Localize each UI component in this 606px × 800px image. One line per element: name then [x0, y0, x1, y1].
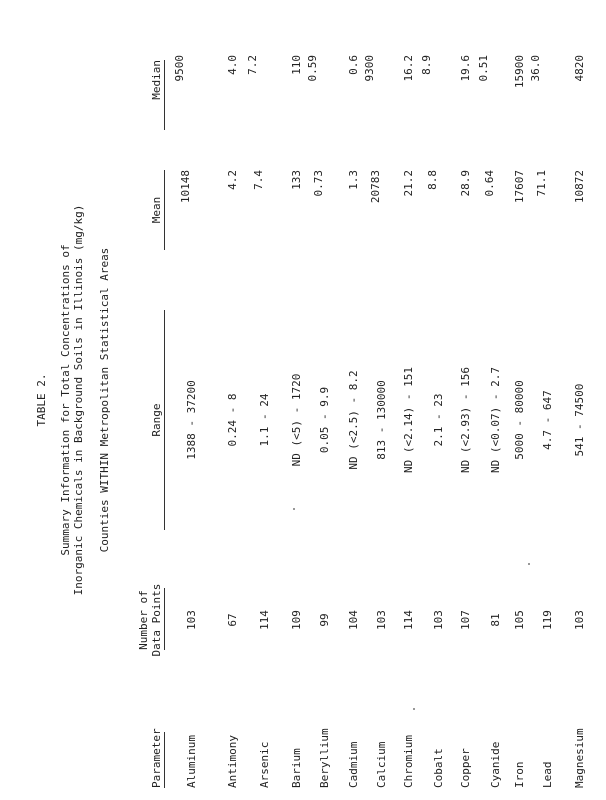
- header-median: Median: [150, 60, 163, 100]
- cell-parameter: Iron: [513, 761, 526, 788]
- scan-speck: [293, 508, 295, 510]
- cell-range: ND (<2.93) - 156: [459, 367, 472, 473]
- cell-parameter: Cadmium: [347, 741, 360, 788]
- cell-parameter: Arsenic: [258, 741, 271, 788]
- cell-datapoints: 109: [290, 610, 303, 630]
- header-mean: Mean: [150, 196, 163, 224]
- cell-median: 4.0: [226, 55, 239, 75]
- cell-range: 2.1 - 23: [432, 393, 445, 447]
- cell-mean: 28.9: [459, 170, 472, 197]
- scan-speck: [528, 563, 530, 565]
- cell-range: ND (<5) - 1720: [290, 373, 303, 467]
- cell-median: 36.0: [529, 55, 542, 82]
- cell-mean: 17607: [513, 170, 526, 204]
- header-rule-parameter: [164, 732, 165, 788]
- cell-median: 8.9: [420, 55, 433, 75]
- header-parameter: Parameter: [150, 728, 163, 788]
- cell-median: 9500: [173, 55, 186, 82]
- header-range: Range: [150, 403, 163, 437]
- cell-parameter: Antimony: [226, 735, 239, 788]
- cell-median: 0.51: [477, 55, 490, 82]
- cell-datapoints: 107: [459, 610, 472, 630]
- cell-mean: 71.1: [535, 170, 548, 197]
- cell-median: 9300: [363, 55, 376, 82]
- cell-median: 0.6: [347, 55, 360, 75]
- cell-datapoints: 114: [402, 610, 415, 630]
- cell-datapoints: 104: [347, 610, 360, 630]
- cell-range: 541 - 74500: [573, 383, 586, 457]
- cell-parameter: Lead: [541, 761, 554, 788]
- cell-parameter: Beryllium: [318, 728, 331, 788]
- cell-parameter: Chromium: [402, 735, 415, 788]
- cell-datapoints: 103: [432, 610, 445, 630]
- cell-range: ND (<0.07) - 2.7: [489, 367, 502, 473]
- cell-mean: 8.8: [426, 170, 439, 190]
- cell-datapoints: 81: [489, 613, 502, 627]
- cell-range: ND (<2.14) - 151: [402, 367, 415, 473]
- cell-datapoints: 67: [226, 613, 239, 627]
- table-title-line-1: Summary Information for Total Concentrations of: [59, 244, 72, 556]
- cell-median: 0.59: [306, 55, 319, 82]
- cell-mean: 0.73: [312, 170, 325, 197]
- cell-median: 4820: [573, 55, 586, 82]
- header-rule-range: [164, 310, 165, 530]
- cell-range: 0.05 - 9.9: [318, 386, 331, 454]
- cell-datapoints: 114: [258, 610, 271, 630]
- cell-parameter: Barium: [290, 748, 303, 788]
- scan-speck: [413, 708, 415, 710]
- table-subtitle: Counties WITHIN Metropolitan Statistical Areas: [98, 247, 111, 553]
- table-title-line-2: Inorganic Chemicals in Background Soils in Illinois (mg/kg): [72, 204, 85, 596]
- header-datapoints-line-2: Data Points: [150, 583, 163, 657]
- cell-range: 4.7 - 647: [541, 390, 554, 450]
- table-number: TABLE 2.: [35, 373, 48, 427]
- cell-median: 15900: [513, 55, 526, 89]
- cell-range: ND (<2.5) - 8.2: [347, 370, 360, 470]
- cell-mean: 133: [290, 170, 303, 190]
- cell-datapoints: 103: [573, 610, 586, 630]
- cell-mean: 1.3: [347, 170, 360, 190]
- cell-parameter: Magnesium: [573, 728, 586, 788]
- header-rule-median: [164, 60, 165, 130]
- cell-range: 1.1 - 24: [258, 393, 271, 447]
- cell-mean: 10872: [573, 170, 586, 204]
- cell-median: 7.2: [246, 55, 259, 75]
- cell-parameter: Calcium: [375, 741, 388, 788]
- cell-median: 19.6: [459, 55, 472, 82]
- header-rule-mean: [164, 170, 165, 250]
- cell-range: 813 - 130000: [375, 380, 388, 460]
- cell-datapoints: 103: [375, 610, 388, 630]
- cell-datapoints: 105: [513, 610, 526, 630]
- cell-parameter: Cobalt: [432, 748, 445, 788]
- cell-mean: 20783: [369, 170, 382, 204]
- cell-parameter: Aluminum: [185, 735, 198, 788]
- cell-parameter: Cyanide: [489, 741, 502, 788]
- cell-datapoints: 99: [318, 613, 331, 627]
- cell-parameter: Copper: [459, 748, 472, 788]
- header-rule-datapoints: [164, 588, 165, 650]
- cell-mean: 21.2: [402, 170, 415, 197]
- cell-mean: 0.64: [483, 170, 496, 197]
- cell-median: 16.2: [402, 55, 415, 82]
- cell-range: 5000 - 80000: [513, 380, 526, 460]
- cell-datapoints: 119: [541, 610, 554, 630]
- cell-range: 1388 - 37200: [185, 380, 198, 460]
- cell-median: 110: [290, 55, 303, 75]
- rotated-table: [23, 10, 586, 790]
- cell-mean: 10148: [179, 170, 192, 204]
- cell-mean: 7.4: [252, 170, 265, 190]
- cell-mean: 4.2: [226, 170, 239, 190]
- cell-range: 0.24 - 8: [226, 393, 239, 447]
- cell-datapoints: 103: [185, 610, 198, 630]
- header-datapoints-line-1: Number of: [137, 590, 150, 650]
